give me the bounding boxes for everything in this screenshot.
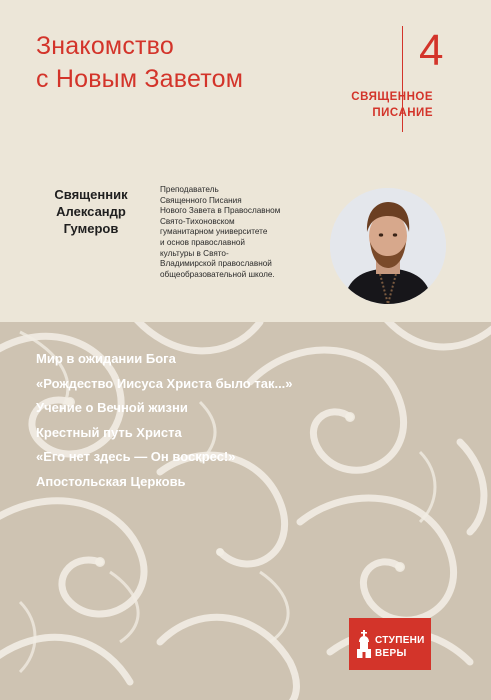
series-name-line-1: СВЯЩЕННОЕ	[351, 91, 433, 103]
publisher-line-2: ВЕРЫ	[375, 648, 407, 659]
contents-item: Апостольская Церковь	[36, 473, 186, 489]
bio-line: и основ православной	[160, 237, 245, 247]
bio-line: Владимирской православной	[160, 259, 272, 269]
book-title	[36, 30, 243, 96]
author-bio	[160, 185, 320, 280]
contents-item: Крестный путь Христа	[36, 424, 182, 440]
contents-list	[36, 347, 293, 494]
bio-line: Нового Завета в Православном	[160, 206, 281, 216]
author-line-3: Гумеров	[63, 221, 119, 236]
publisher-line-1: СТУПЕНИ	[375, 635, 425, 646]
bio-line: Преподаватель	[160, 185, 219, 194]
title-line-2: с Новым Заветом	[36, 65, 244, 93]
author-photo	[330, 188, 446, 304]
series-name-line-2: ПИСАНИЕ	[372, 107, 433, 119]
author-line-2: Александр	[56, 204, 126, 219]
church-icon	[355, 630, 373, 660]
bio-line: культуры в Свято-	[160, 248, 229, 258]
publisher-logo	[349, 618, 431, 670]
title-line-1: Знакомство	[36, 32, 174, 60]
bio-line: Священного Писания	[160, 195, 242, 205]
publisher-name	[375, 634, 425, 660]
contents-item: Мир в ожидании Бога	[36, 351, 176, 366]
contents-item: «Его нет здесь — Он воскрес!»	[36, 449, 236, 464]
bio-line: гуманитарном университете	[160, 227, 268, 237]
series-number: 4	[419, 26, 444, 75]
bio-line: общеобразовательной школе.	[160, 269, 275, 279]
bio-line: Свято-Тихоновском	[160, 216, 235, 226]
author-name	[36, 186, 146, 237]
author-portrait-icon	[330, 188, 446, 304]
series-name	[351, 89, 433, 121]
contents-item: Учение о Вечной жизни	[36, 400, 188, 415]
author-line-1: Священник	[54, 187, 128, 202]
contents-item: «Рождество Иисуса Христа было так...»	[36, 375, 293, 391]
